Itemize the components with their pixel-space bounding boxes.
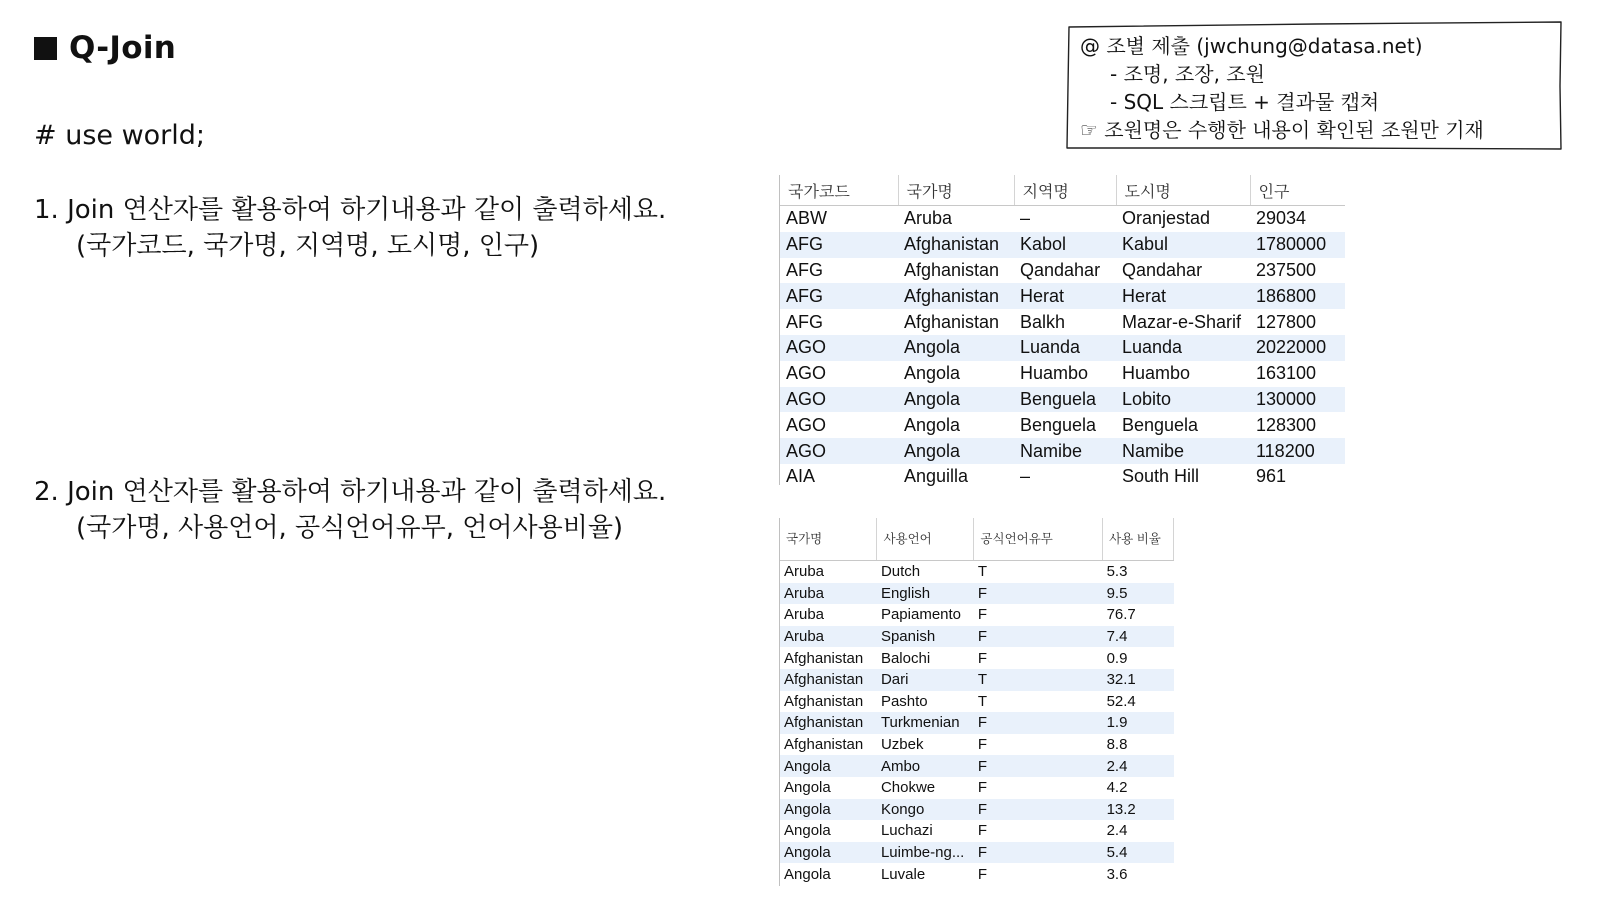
table-cell[interactable]: Huambo bbox=[1020, 363, 1089, 384]
question-2-columns: (국가명, 사용언어, 공식언어유무, 언어사용비율) bbox=[76, 513, 624, 543]
table-cell[interactable]: Afghanistan bbox=[904, 311, 1000, 332]
question-2 bbox=[34, 474, 666, 546]
table-cell[interactable]: Herat bbox=[1014, 283, 1116, 309]
table-row[interactable] bbox=[780, 283, 1345, 309]
table-cell[interactable]: F bbox=[974, 842, 1103, 864]
table-cell[interactable]: Afghanistan bbox=[784, 736, 864, 754]
column-header[interactable]: 사용 비율 bbox=[1103, 518, 1174, 561]
table-cell[interactable]: 237500 bbox=[1256, 259, 1317, 280]
table-cell[interactable]: Ambo bbox=[877, 755, 974, 777]
table-cell[interactable]: 961 bbox=[1256, 466, 1287, 487]
table-row[interactable] bbox=[780, 438, 1345, 464]
table-row[interactable] bbox=[780, 258, 1345, 284]
table-row[interactable] bbox=[780, 799, 1174, 821]
table-row[interactable] bbox=[780, 777, 1174, 799]
table-row[interactable] bbox=[780, 647, 1174, 669]
column-header[interactable]: 도시명 bbox=[1116, 175, 1250, 206]
table-cell[interactable]: Namibe bbox=[1014, 438, 1116, 464]
column-header[interactable]: 인구 bbox=[1250, 175, 1345, 206]
column-header[interactable]: 사용언어 bbox=[877, 518, 974, 561]
table-row[interactable] bbox=[780, 863, 1174, 885]
table-cell[interactable]: 52.4 bbox=[1106, 692, 1136, 710]
table-cell[interactable]: Spanish bbox=[877, 626, 974, 648]
table-cell[interactable]: AFG bbox=[780, 283, 898, 309]
table-cell[interactable]: 1.9 bbox=[1103, 712, 1174, 734]
table-cell[interactable]: 4.2 bbox=[1106, 779, 1128, 797]
note-line-warning: ☞ 조원명은 수행한 내용이 확인된 조원만 기재 bbox=[1080, 118, 1484, 142]
table-cell[interactable]: Afghanistan bbox=[898, 283, 1014, 309]
table-cell[interactable]: AGO bbox=[780, 387, 898, 413]
table-row[interactable] bbox=[780, 387, 1345, 413]
table-cell[interactable]: 5.3 bbox=[1106, 563, 1128, 581]
note-line-members: - 조명, 조장, 조원 bbox=[1110, 62, 1265, 86]
city-table-header-row bbox=[780, 175, 1345, 206]
language-result-table bbox=[780, 518, 1174, 885]
column-header[interactable]: 국가명 bbox=[780, 518, 877, 561]
table-cell[interactable]: 32.1 bbox=[1103, 669, 1174, 691]
table-cell[interactable]: Dari bbox=[877, 669, 974, 691]
table-row[interactable] bbox=[780, 734, 1174, 756]
table-cell[interactable]: Luanda bbox=[1014, 335, 1116, 361]
table-cell[interactable]: Dutch bbox=[880, 563, 921, 581]
table-cell[interactable]: Afghanistan bbox=[780, 712, 877, 734]
table-cell[interactable]: F bbox=[974, 799, 1103, 821]
table-row[interactable] bbox=[780, 820, 1174, 842]
table-cell[interactable]: Luvale bbox=[880, 865, 926, 883]
note-lines bbox=[1080, 32, 1484, 144]
table-cell[interactable]: 76.7 bbox=[1106, 606, 1136, 624]
table-cell[interactable]: 7.4 bbox=[1103, 626, 1174, 648]
table-cell[interactable]: Luimbe-ng... bbox=[877, 842, 974, 864]
table-cell[interactable]: 3.6 bbox=[1106, 865, 1128, 883]
lang-table-header-row bbox=[780, 518, 1174, 561]
table-row[interactable] bbox=[780, 691, 1174, 713]
table-cell[interactable]: Aruba bbox=[784, 563, 825, 581]
table-row[interactable] bbox=[780, 712, 1174, 734]
table-row[interactable] bbox=[780, 335, 1345, 361]
table-cell[interactable]: 2022000 bbox=[1250, 335, 1345, 361]
table-cell[interactable]: Qandahar bbox=[1122, 259, 1203, 280]
column-header[interactable]: 공식언어유무 bbox=[974, 518, 1103, 561]
table-cell[interactable]: Kongo bbox=[877, 799, 974, 821]
table-cell[interactable]: F bbox=[977, 865, 988, 883]
table-cell[interactable]: F bbox=[974, 712, 1103, 734]
table-cell[interactable]: 5.4 bbox=[1103, 842, 1174, 864]
table-cell[interactable]: Oranjestad bbox=[1122, 208, 1211, 229]
table-cell[interactable]: Qandahar bbox=[1020, 259, 1101, 280]
table-cell[interactable]: AFG bbox=[786, 259, 824, 280]
table-cell[interactable]: Chokwe bbox=[880, 779, 936, 797]
table-cell[interactable]: Aruba bbox=[784, 606, 825, 624]
table-cell[interactable]: 29034 bbox=[1256, 208, 1307, 229]
submission-note-box bbox=[1066, 20, 1564, 152]
table-cell[interactable]: ABW bbox=[786, 208, 828, 229]
table-cell[interactable]: Mazar-e-Sharif bbox=[1122, 311, 1242, 332]
table-row[interactable] bbox=[780, 669, 1174, 691]
table-cell[interactable]: Pashto bbox=[880, 692, 928, 710]
table-cell[interactable]: Afghanistan bbox=[784, 692, 864, 710]
table-cell[interactable]: Angola bbox=[904, 363, 961, 384]
table-cell[interactable]: Angola bbox=[784, 865, 831, 883]
table-cell[interactable]: AIA bbox=[786, 466, 816, 487]
column-header[interactable]: 지역명 bbox=[1014, 175, 1116, 206]
table-cell[interactable]: South Hill bbox=[1122, 466, 1200, 487]
table-row[interactable] bbox=[780, 561, 1174, 583]
table-cell[interactable]: AGO bbox=[786, 363, 827, 384]
table-cell[interactable]: Angola bbox=[784, 822, 831, 840]
table-cell[interactable]: Kabol bbox=[1014, 232, 1116, 258]
table-row[interactable] bbox=[780, 464, 1345, 490]
table-cell[interactable]: Benguela bbox=[1020, 414, 1097, 435]
question-1-columns: (국가코드, 국가명, 지역명, 도시명, 인구) bbox=[76, 231, 540, 261]
table-cell[interactable]: Papiamento bbox=[880, 606, 962, 624]
table-cell[interactable]: Lobito bbox=[1116, 387, 1250, 413]
question-1 bbox=[34, 192, 666, 264]
table-cell[interactable]: F bbox=[974, 626, 1103, 648]
table-cell[interactable]: Anguilla bbox=[904, 466, 969, 487]
table-cell[interactable]: Afghanistan bbox=[898, 232, 1014, 258]
table-cell[interactable]: T bbox=[977, 692, 988, 710]
table-cell[interactable]: English bbox=[877, 583, 974, 605]
table-cell[interactable]: 128300 bbox=[1256, 414, 1317, 435]
table-cell[interactable]: Angola bbox=[780, 755, 877, 777]
page-title-text: Q-Join bbox=[69, 30, 177, 66]
table-cell[interactable]: Kabul bbox=[1116, 232, 1250, 258]
table-cell[interactable]: F bbox=[977, 736, 988, 754]
table-row[interactable] bbox=[780, 755, 1174, 777]
table-cell[interactable]: AGO bbox=[786, 414, 827, 435]
table-cell[interactable]: 163100 bbox=[1256, 363, 1317, 384]
table-cell[interactable]: Huambo bbox=[1122, 363, 1191, 384]
table-row[interactable] bbox=[780, 412, 1345, 438]
question-1-text: 1. Join 연산자를 활용하여 하기내용과 같이 출력하세요. bbox=[34, 195, 667, 225]
table-cell[interactable]: F bbox=[977, 606, 988, 624]
table-cell[interactable]: 0.9 bbox=[1106, 649, 1128, 667]
table-row[interactable] bbox=[780, 206, 1345, 232]
note-line-script: - SQL 스크립트 + 결과물 캡쳐 bbox=[1110, 90, 1380, 114]
table-cell[interactable]: Balkh bbox=[1020, 311, 1066, 332]
table-row[interactable] bbox=[780, 626, 1174, 648]
table-cell[interactable]: Afghanistan bbox=[780, 669, 877, 691]
table-cell[interactable]: Afghanistan bbox=[904, 259, 1000, 280]
table-row[interactable] bbox=[780, 583, 1174, 605]
table-cell[interactable]: 13.2 bbox=[1103, 799, 1174, 821]
table-cell[interactable]: AGO bbox=[780, 335, 898, 361]
page-title bbox=[34, 30, 176, 66]
table-cell[interactable]: Luanda bbox=[1116, 335, 1250, 361]
table-cell[interactable]: 130000 bbox=[1250, 387, 1345, 413]
table-cell[interactable]: 127800 bbox=[1256, 311, 1317, 332]
table-cell[interactable]: Aruba bbox=[904, 208, 953, 229]
table-cell[interactable]: Angola bbox=[898, 335, 1014, 361]
table-cell[interactable]: T bbox=[977, 563, 988, 581]
table-cell[interactable]: 8.8 bbox=[1106, 736, 1128, 754]
table-cell[interactable]: 2.4 bbox=[1103, 755, 1174, 777]
column-header[interactable]: 국가코드 bbox=[780, 175, 898, 206]
table-cell[interactable]: AGO bbox=[780, 438, 898, 464]
table-cell[interactable]: Uzbek bbox=[880, 736, 924, 754]
table-cell[interactable]: Balochi bbox=[880, 649, 931, 667]
table-cell[interactable]: Angola bbox=[898, 438, 1014, 464]
table-cell[interactable]: Angola bbox=[780, 842, 877, 864]
table-cell[interactable]: AFG bbox=[780, 232, 898, 258]
table-cell[interactable]: Aruba bbox=[780, 626, 877, 648]
use-database-statement: # use world; bbox=[34, 120, 206, 151]
table-cell[interactable]: Angola bbox=[784, 779, 831, 797]
table-cell[interactable]: Luchazi bbox=[880, 822, 933, 840]
table-cell[interactable]: Angola bbox=[898, 387, 1014, 413]
table-cell[interactable]: F bbox=[977, 649, 988, 667]
table-cell[interactable]: Herat bbox=[1116, 283, 1250, 309]
table-cell[interactable]: Angola bbox=[780, 799, 877, 821]
table-cell[interactable]: 118200 bbox=[1250, 438, 1345, 464]
square-bullet-icon bbox=[34, 37, 57, 60]
table-cell[interactable]: Aruba bbox=[780, 583, 877, 605]
table-cell[interactable]: 186800 bbox=[1250, 283, 1345, 309]
table-row[interactable] bbox=[780, 232, 1345, 258]
note-line-submit: @ 조별 제출 (jwchung@datasa.net) bbox=[1080, 34, 1423, 58]
table-cell[interactable]: T bbox=[974, 669, 1103, 691]
table-cell[interactable]: Angola bbox=[904, 414, 961, 435]
table-cell[interactable]: 1780000 bbox=[1250, 232, 1345, 258]
table-cell[interactable]: AFG bbox=[786, 311, 824, 332]
table-cell[interactable]: – bbox=[1020, 466, 1031, 487]
table-cell[interactable]: F bbox=[977, 822, 988, 840]
table-row[interactable] bbox=[780, 309, 1345, 335]
table-cell[interactable]: 9.5 bbox=[1103, 583, 1174, 605]
table-row[interactable] bbox=[780, 604, 1174, 626]
table-row[interactable] bbox=[780, 361, 1345, 387]
table-cell[interactable]: 2.4 bbox=[1106, 822, 1128, 840]
table-cell[interactable]: F bbox=[977, 779, 988, 797]
question-2-text: 2. Join 연산자를 활용하여 하기내용과 같이 출력하세요. bbox=[34, 477, 667, 507]
table-cell[interactable]: F bbox=[974, 755, 1103, 777]
table-cell[interactable]: Namibe bbox=[1116, 438, 1250, 464]
table-cell[interactable]: F bbox=[974, 583, 1103, 605]
table-cell[interactable]: Benguela bbox=[1122, 414, 1199, 435]
table-row[interactable] bbox=[780, 842, 1174, 864]
column-header[interactable]: 국가명 bbox=[898, 175, 1014, 206]
table-cell[interactable]: Benguela bbox=[1014, 387, 1116, 413]
table-cell[interactable]: – bbox=[1020, 208, 1031, 229]
table-cell[interactable]: Afghanistan bbox=[784, 649, 864, 667]
city-result-table bbox=[780, 175, 1345, 490]
table-cell[interactable]: Turkmenian bbox=[877, 712, 974, 734]
